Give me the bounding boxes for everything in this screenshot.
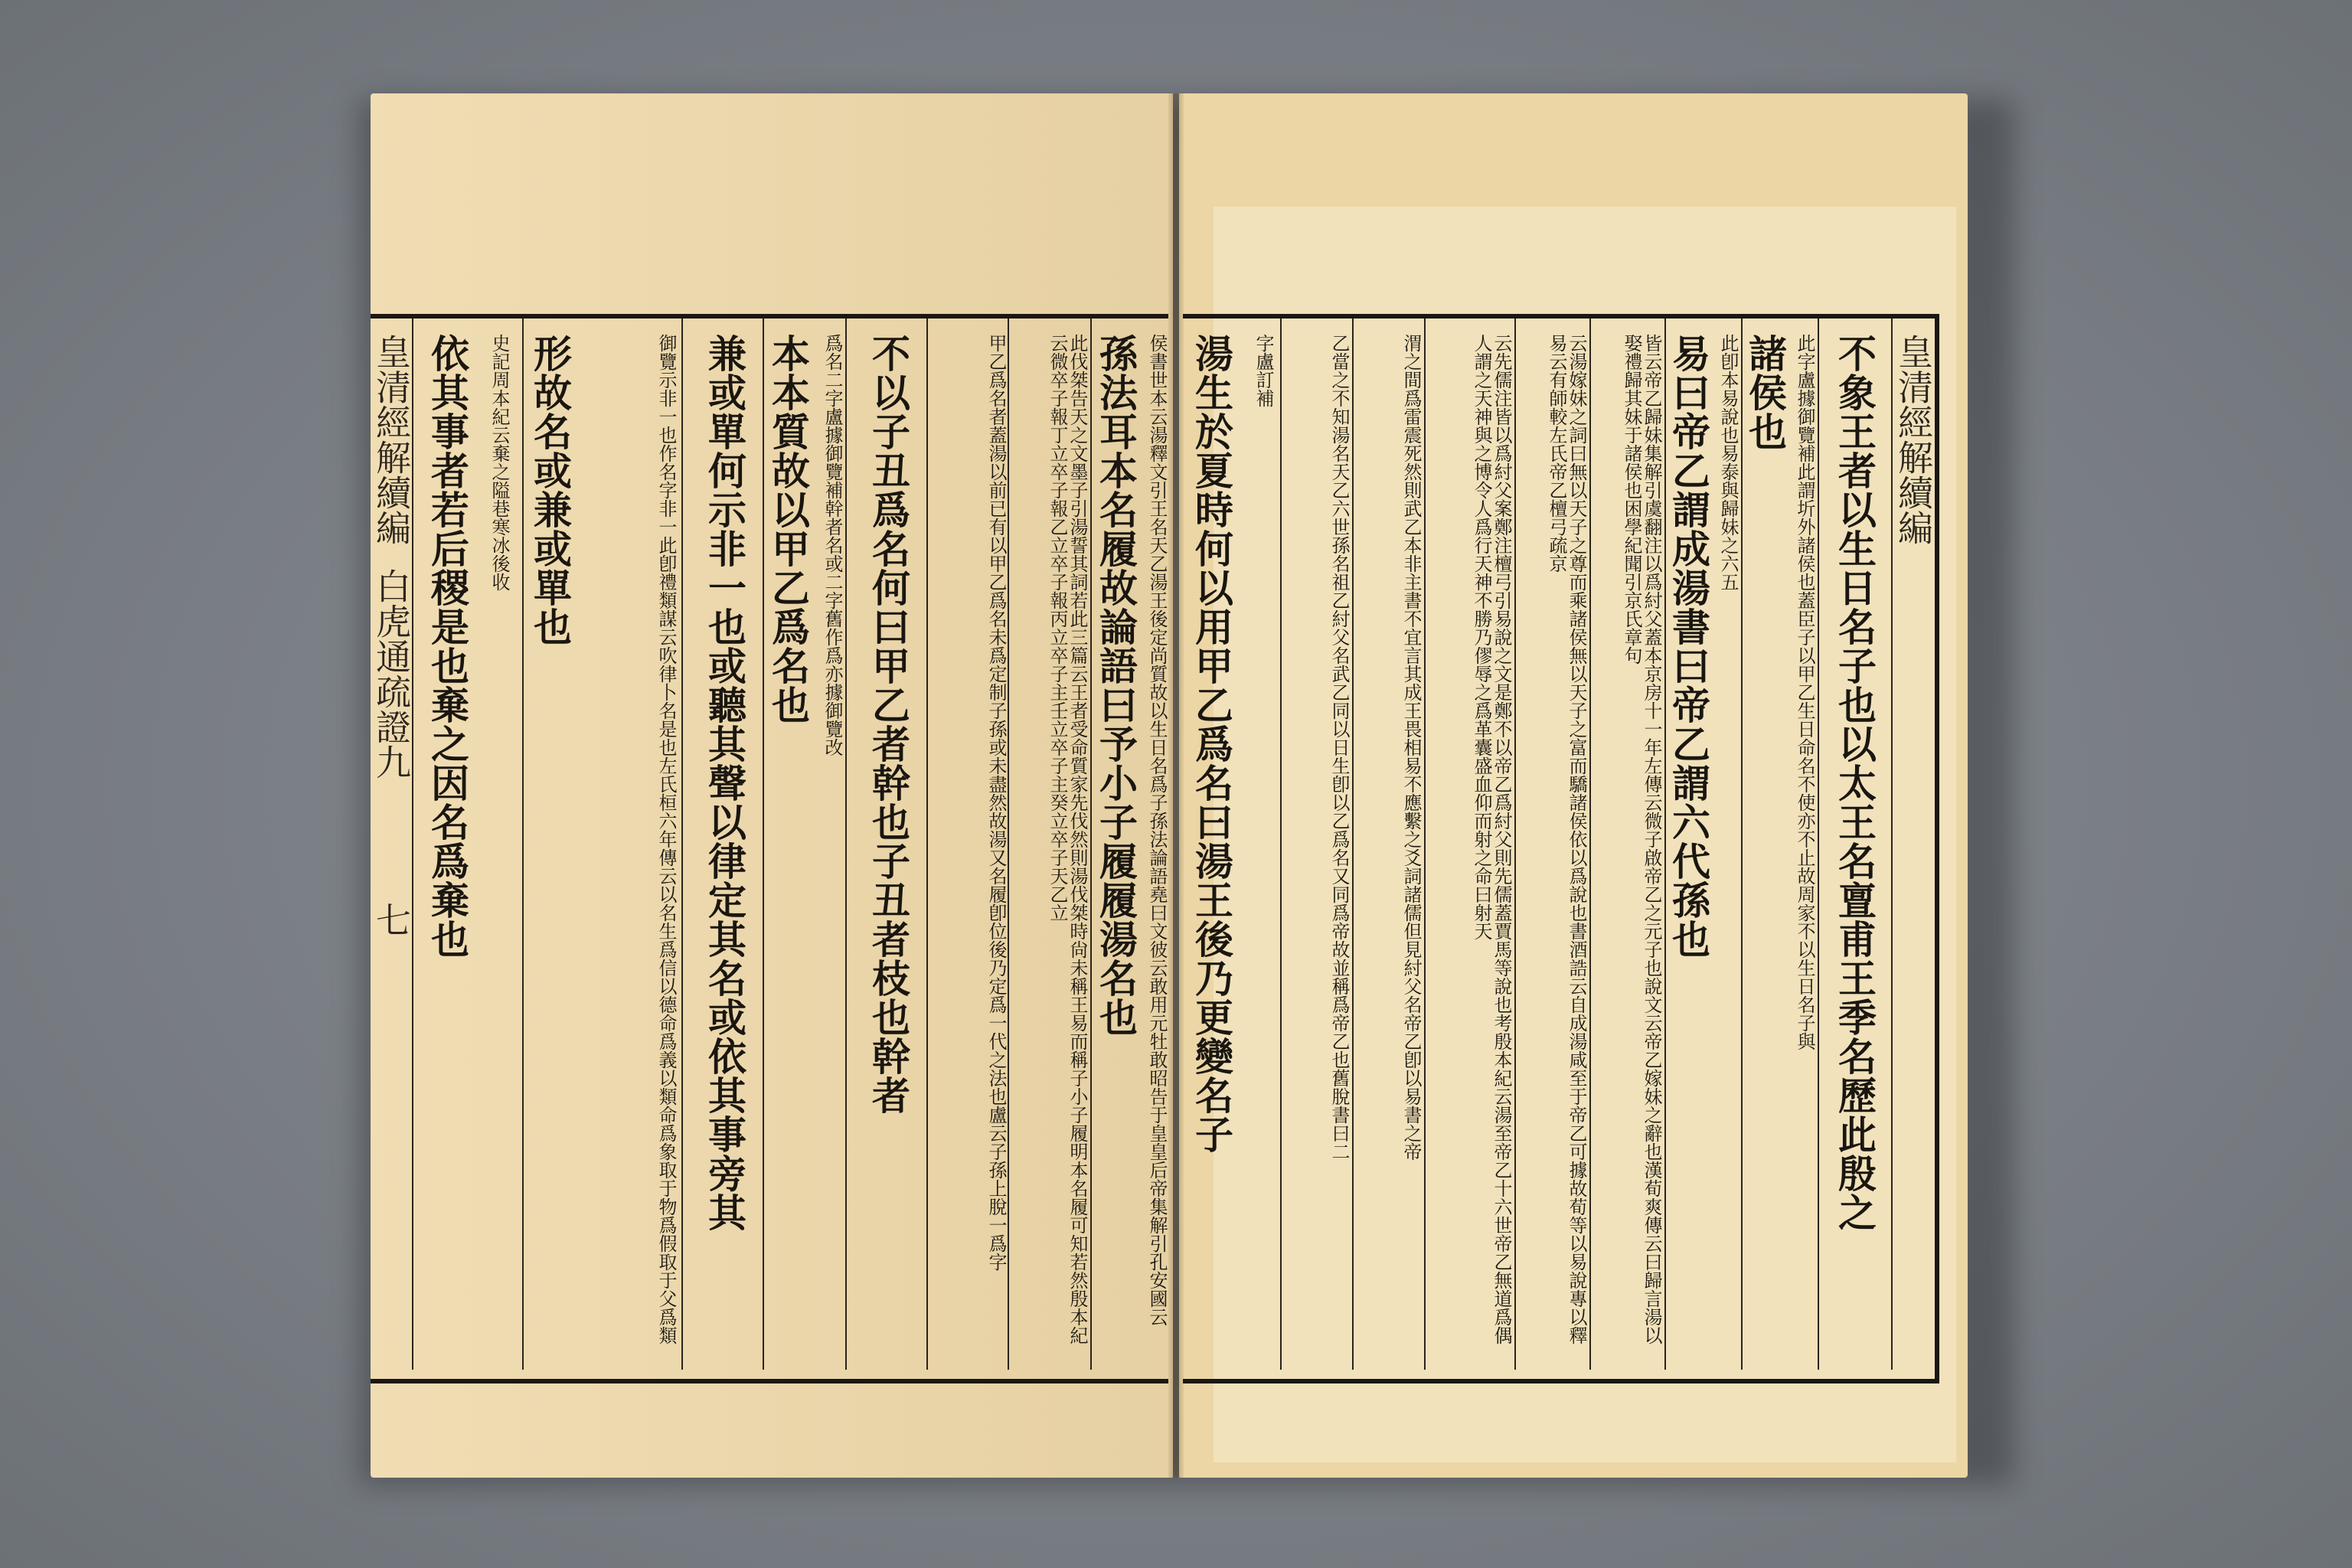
column-annotation: 史記周本紀云棄之隘巷寒冰後收 [488, 334, 510, 591]
column-rule [1664, 318, 1666, 1370]
column-annotation: 渭之間爲雷震死然則武乙本非主書不宜言其成王畏相易不應繫之爻詞諸儒但見紂父名帝乙卽以易書之帝 [1400, 334, 1422, 1161]
right-column-7 [1357, 334, 1421, 1356]
left-column-4 [851, 334, 925, 1356]
column-rule [412, 318, 413, 1370]
column-annotation: 云先儒注皆以爲紂父案鄭注檀弓引易說之文是鄭不以帝乙爲紂父則先儒蓋賈馬等說也考殷本紀云湯至帝乙十六世帝乙無道爲偶人謂之天神與之博令人爲行天神不勝乃僇辱之爲革囊盛血仰而射之命曰射天 [1471, 334, 1512, 1344]
book-gutter [1168, 93, 1184, 1478]
column-rule [522, 318, 524, 1370]
column-rule [1514, 318, 1516, 1370]
column-annotation: 御覽示非一也作名字非一此卽禮類謀云吹律卜名是也左氏桓六年傳云以名生爲信以德命爲義以類命爲象取于物爲假取于父爲類 [655, 334, 677, 1344]
column-rule [1280, 318, 1282, 1370]
column-annotation: 字盧訂補 [1253, 334, 1274, 407]
column-rule [763, 318, 764, 1370]
column-main-text: 本本質故以甲乙爲名也 [766, 334, 811, 724]
column-rule [1741, 318, 1743, 1370]
left-column-3 [933, 334, 1006, 1356]
page-number: 七 [371, 902, 412, 937]
column-annotation: 爲名二字盧據御覽補幹者名或二字舊作爲亦據御覽改 [822, 334, 843, 756]
column-rule [1589, 318, 1591, 1370]
column-main-text: 依其事者若后稷是也棄之因名爲棄也 [425, 334, 470, 959]
column-main-text: 諸侯也 [1743, 334, 1788, 451]
column-rule [1424, 318, 1426, 1370]
right-column-4 [1594, 334, 1661, 1356]
left-column-6 [688, 334, 761, 1356]
column-annotation: 甲乙爲名者蓋湯以前已有以甲乙爲名未爲定制子孫或未盡然故湯又名履卽位後乃定爲一代之法也盧云子孫上脫一爲字 [985, 334, 1007, 1271]
right-margin-column [1894, 334, 1932, 1356]
column-rule [1352, 318, 1354, 1370]
left-column-1 [1093, 334, 1168, 1356]
right-column-8 [1285, 334, 1349, 1356]
left-column-5 [766, 334, 843, 1356]
column-main-text: 不以子丑爲名何曰甲乙者幹也子丑者枝也幹者 [866, 334, 911, 1115]
column-rule [1818, 318, 1819, 1370]
column-main-text: 易曰帝乙謂成湯書曰帝乙謂六代孫也 [1666, 334, 1711, 959]
right-column-3 [1666, 334, 1739, 1356]
column-main-text: 孫法耳本名履故論語曰予小子履履湯名也 [1093, 334, 1138, 1037]
column-annotation: 乙當之不知湯名天乙六世孫名祖乙紂父名武乙同以日生卽以乙爲名又同爲帝故並稱爲帝乙也舊脫書曰二 [1328, 334, 1350, 1161]
column-annotation: 此字盧據御覽補此謂圻外諸侯也蓋臣子以甲乙生日命名不使亦不止故周家不以生日名子與 [1794, 334, 1815, 1050]
left-column-8 [418, 334, 519, 1356]
column-rule [845, 318, 847, 1370]
column-rule [1090, 318, 1092, 1370]
left-margin-subtitle: 白虎通疏證九 [371, 568, 412, 779]
column-annotation: 侯書世本云湯釋文引王名天乙湯王後定尚質故以生日名爲子孫法論語堯曰文彼云敢用元牡敢昭告于皇皇后帝集解引孔安國云 [1146, 334, 1168, 1326]
left-column-7 [528, 334, 678, 1356]
right-column-1 [1822, 334, 1886, 1356]
right-column-6 [1429, 334, 1511, 1356]
column-rule [1891, 318, 1893, 1370]
column-main-text: 湯生於夏時何以用甲乙爲名曰湯王後乃更變名子 [1189, 334, 1234, 1154]
column-annotation: 此伐桀告天之文墨子引湯誓其詞若此三篇云王者受命質家先伐然則湯伐桀時尙未稱王易而稱子小子履明本名履可知若然殷本紀云微卒子報丁立卒子報乙立卒子報丙立卒子主壬立卒子主癸立卒子天乙立 [1047, 334, 1088, 1344]
right-margin-title: 皇清經解續編 [1893, 334, 1934, 545]
column-main-text: 兼或單何示非一也或聽其聲以律定其名或依其事旁其 [702, 334, 747, 1232]
column-annotation: 云湯嫁妹之詞曰無以天子之尊而乘諸侯無以天子之富而驕諸侯依以爲說也書酒誥云自成湯咸至于帝乙可據故荀等以易說專以釋易云有師較左氏帝乙檀弓疏京 [1546, 334, 1587, 1344]
column-annotation: 皆云帝乙歸妹集解引虞翻注以爲紂父蓋本京房十一年左傳云微子啟帝乙之元子也說文云帝乙嫁妹之辭也漢荀爽傳云曰歸言湯以娶禮歸其妹于諸侯也困學紀聞引京氏章句 [1621, 334, 1662, 1344]
column-main-text: 形故名或兼或單也 [528, 334, 573, 646]
left-margin-title: 皇清經解續編 [371, 334, 412, 545]
right-column-5 [1519, 334, 1586, 1356]
right-column-9 [1188, 334, 1277, 1356]
column-rule [681, 318, 683, 1370]
column-annotation: 此卽本易說也易泰與歸妹之六五 [1717, 334, 1739, 591]
column-rule [1008, 318, 1009, 1370]
right-column-2 [1743, 334, 1815, 1356]
column-rule [926, 318, 928, 1370]
left-column-2 [1014, 334, 1087, 1356]
left-margin-column [371, 334, 412, 1356]
column-main-text: 不象王者以生日名子也以太王名亶甫王季名歷此殷之 [1832, 334, 1877, 1232]
